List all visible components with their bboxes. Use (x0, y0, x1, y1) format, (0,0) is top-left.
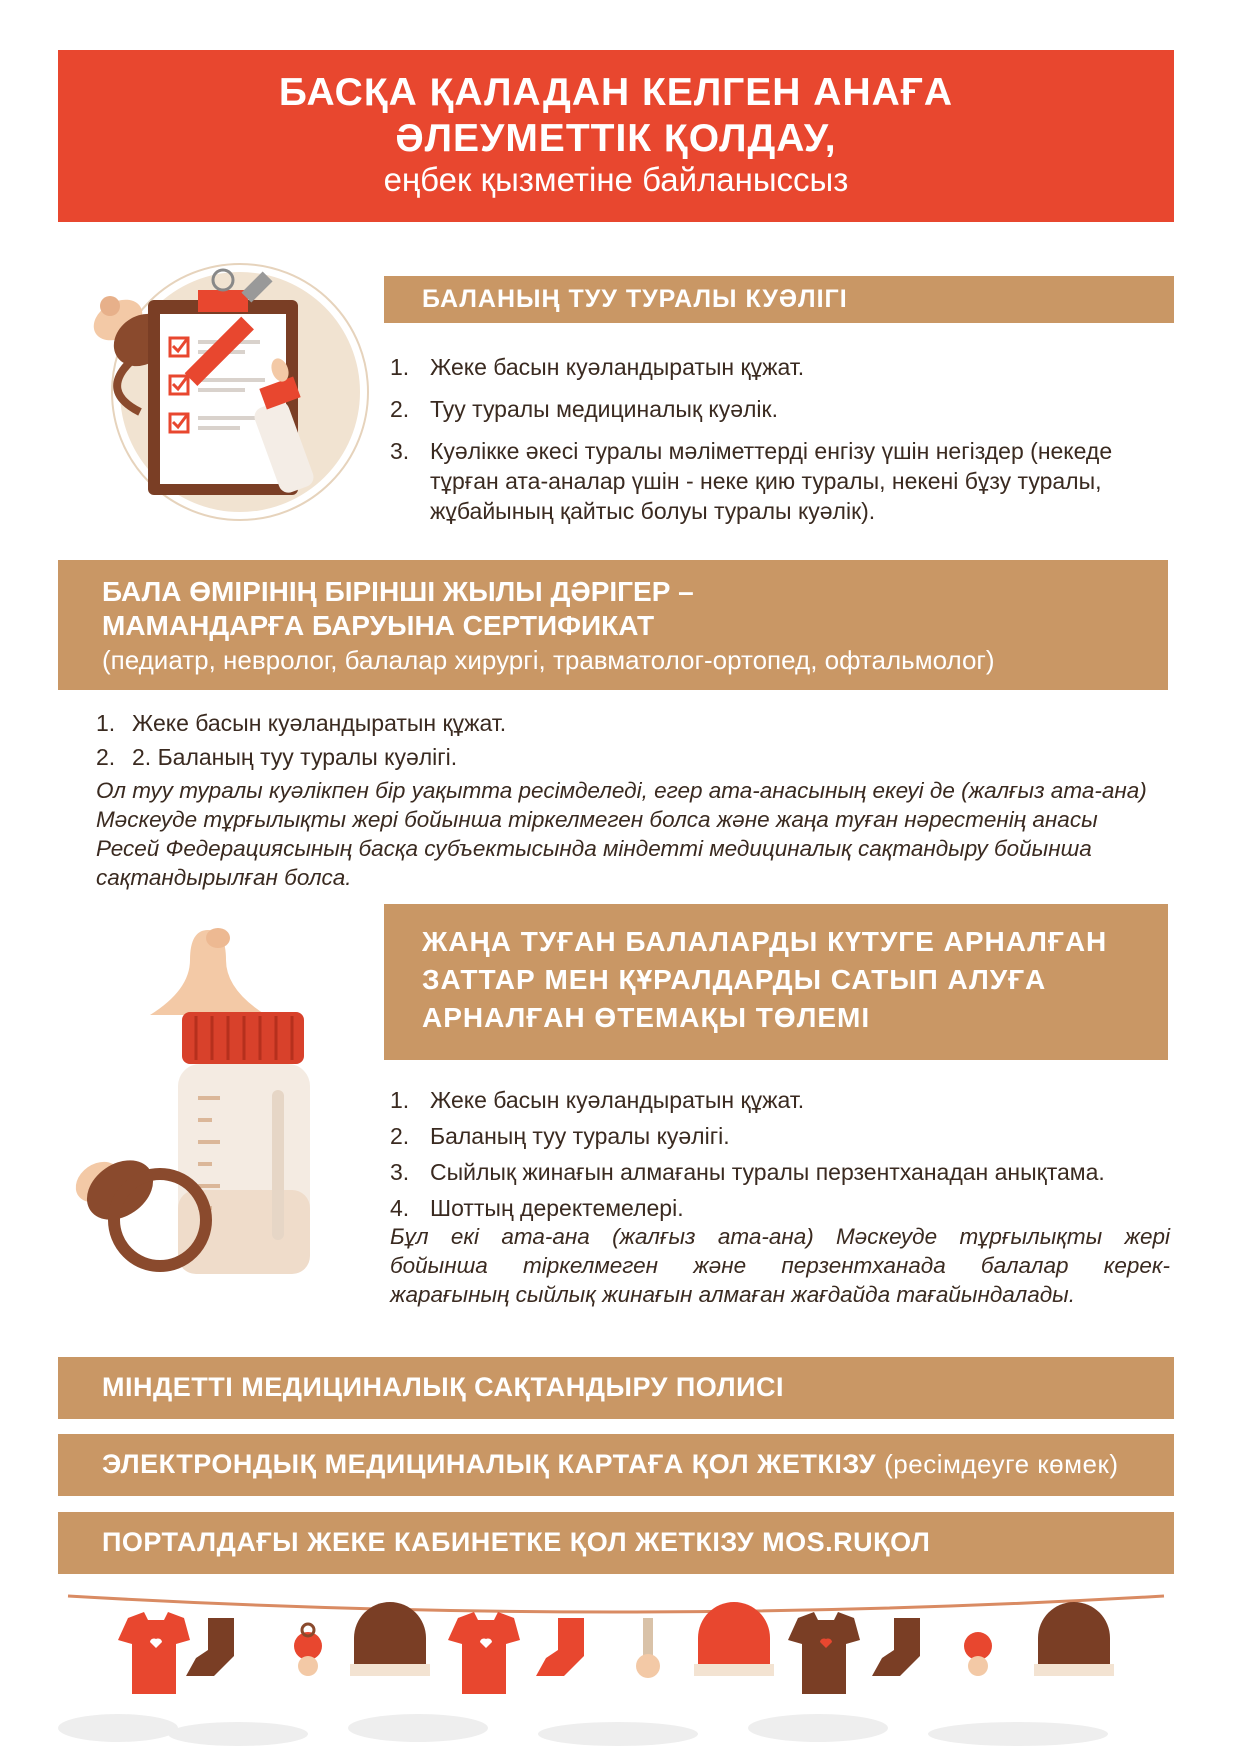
list-item (390, 1118, 1170, 1154)
list-text-line: жұбайының қайтыс болуы туралы куәлік). (430, 498, 876, 524)
list-text: Шоттың деректемелері. (430, 1195, 684, 1221)
list-number: 1. (390, 354, 410, 380)
list-text: 2. Баланың туу туралы куәлігі. (132, 744, 458, 770)
list-text: Жеке басын куәландыратын құжат. (132, 710, 507, 736)
section3-header (384, 904, 1168, 1060)
list-item (96, 706, 1166, 740)
policy-band (58, 1357, 1174, 1419)
portal-label: ПОРТАЛДАҒЫ ЖЕКЕ КАБИНЕТКЕ ҚОЛ ЖЕТКІЗУ MOS.RUҚОЛ (102, 1527, 931, 1557)
note-line: Ресей Федерациясының басқа субъектысында міндетті медициналық сақтандыру бойынша (96, 836, 1092, 861)
section3-title-line2: ЗАТТАР МЕН ҚҰРАЛДАРДЫ САТЫП АЛУҒА (422, 964, 1047, 995)
pacifier-icon (294, 1624, 322, 1676)
list-text: Жеке басын куәландыратын құжат. (430, 354, 805, 380)
section3-list (390, 1082, 1170, 1226)
emc-label: ЭЛЕКТРОНДЫҚ МЕДИЦИНАЛЫҚ КАРТАҒА ҚОЛ ЖЕТКІЗУ (102, 1449, 877, 1479)
note-line: бойынша тіркелмеген және перзентханада балалар керек- (390, 1253, 1170, 1278)
list-text-line: Куәлікке әкесі туралы мәліметтерді енгізу үшін негіздер (некеде (430, 438, 1113, 464)
list-text: Жеке басын куәландыратын құжат. (430, 1087, 805, 1113)
list-number: 2. (96, 744, 116, 770)
list-item (390, 394, 1170, 424)
note-line: Бұл екі ата-ана (жалғыз ата-ана) Мәскеуде тұрғылықты жері (390, 1224, 1170, 1249)
policy-label: МІНДЕТТІ МЕДИЦИНАЛЫҚ САҚТАНДЫРУ ПОЛИСІ (102, 1372, 784, 1402)
emc-sub-label: (ресімдеуге көмек) (884, 1449, 1119, 1479)
hat-icon (1034, 1602, 1114, 1676)
list-text: Сыйлық жинағын алмағаны туралы перзентханадан анықтама. (430, 1159, 1105, 1185)
header-banner (58, 50, 1174, 222)
note-line: сақтандырылған болса. (96, 865, 352, 890)
header-subtitle: еңбек қызметіне байланыссыз (383, 161, 849, 198)
section2-list (96, 706, 1166, 774)
list-number: 4. (390, 1195, 410, 1221)
emc-label-wrap (102, 1449, 1118, 1480)
note-line: Мәскеуде тұрғылықты жері бойынша тіркелмеген болса және жаңа туған нәрестенің анасы (96, 807, 1098, 832)
list-text-line: тұрған ата-аналар үшін - неке қию туралы, некені бұзу туралы, (430, 468, 1102, 494)
list-number: 1. (390, 1087, 410, 1113)
section2-note (96, 776, 1176, 892)
baby-bottle-pacifier-illustration (60, 920, 360, 1290)
pacifier-icon (964, 1632, 992, 1676)
section1-title: БАЛАНЫҢ ТУУ ТУРАЛЫ КУӘЛІГІ (422, 285, 848, 313)
hat-icon (350, 1602, 430, 1676)
hat-icon (694, 1602, 774, 1676)
section2-subtitle: (педиатр, невролог, балалар хирургі, травматолог-ортопед, офтальмолог) (102, 645, 995, 675)
list-text: Туу туралы медициналық куәлік. (430, 396, 778, 422)
list-number: 2. (390, 396, 410, 422)
emc-band (58, 1434, 1174, 1496)
onesie-icon (448, 1612, 520, 1694)
header-title-line1: БАСҚА ҚАЛАДАН КЕЛГЕН АНАҒА (278, 71, 954, 114)
section3-title-line3: АРНАЛҒАН ӨТЕМАҚЫ ТӨЛЕМІ (422, 1002, 871, 1033)
list-item (390, 1190, 1170, 1226)
baby-clothes-garland-illustration (58, 1588, 1174, 1748)
list-number: 1. (96, 710, 116, 736)
list-item (390, 352, 1170, 382)
list-number: 2. (390, 1123, 410, 1149)
rattle-icon (636, 1618, 660, 1678)
note-line: Ол туу туралы куәлікпен бір уақытта ресімделеді, егер ата-анасының екеуі де (жалғыз ата-ана) (96, 778, 1147, 803)
list-item (390, 1154, 1170, 1190)
list-item (390, 436, 1170, 526)
section3-note (390, 1222, 1170, 1309)
list-number: 3. (390, 438, 410, 464)
onesie-icon (118, 1612, 190, 1694)
header-title-line2: ӘЛЕУМЕТТІК ҚОЛДАУ, (395, 117, 837, 160)
onesie-icon (788, 1612, 860, 1694)
sock-icon (872, 1618, 920, 1676)
portal-band (58, 1512, 1174, 1574)
section2-header (58, 560, 1168, 690)
list-text: Баланың туу туралы куәлігі. (430, 1123, 730, 1149)
sock-icon (186, 1618, 234, 1676)
section3-title-line1: ЖАҢА ТУҒАН БАЛАЛАРДЫ КҮТУГЕ АРНАЛҒАН (422, 926, 1108, 957)
note-line: жарағының сыйлық жинағын алмаған жағдайда тағайындалады. (390, 1282, 1075, 1307)
section1-list (390, 352, 1170, 526)
sock-icon (536, 1618, 584, 1676)
header-title (58, 70, 1174, 162)
list-item (390, 1082, 1170, 1118)
section2-title-line1: БАЛА ӨМІРІНІҢ БІРІНШІ ЖЫЛЫ ДӘРІГЕР – (102, 576, 694, 607)
section2-title-line2: МАМАНДАРҒА БАРУЫНА СЕРТИФИКАТ (102, 610, 655, 641)
clipboard-checklist-illustration (70, 262, 370, 527)
section1-header (384, 276, 1174, 323)
list-item (96, 740, 1166, 774)
list-number: 3. (390, 1159, 410, 1185)
